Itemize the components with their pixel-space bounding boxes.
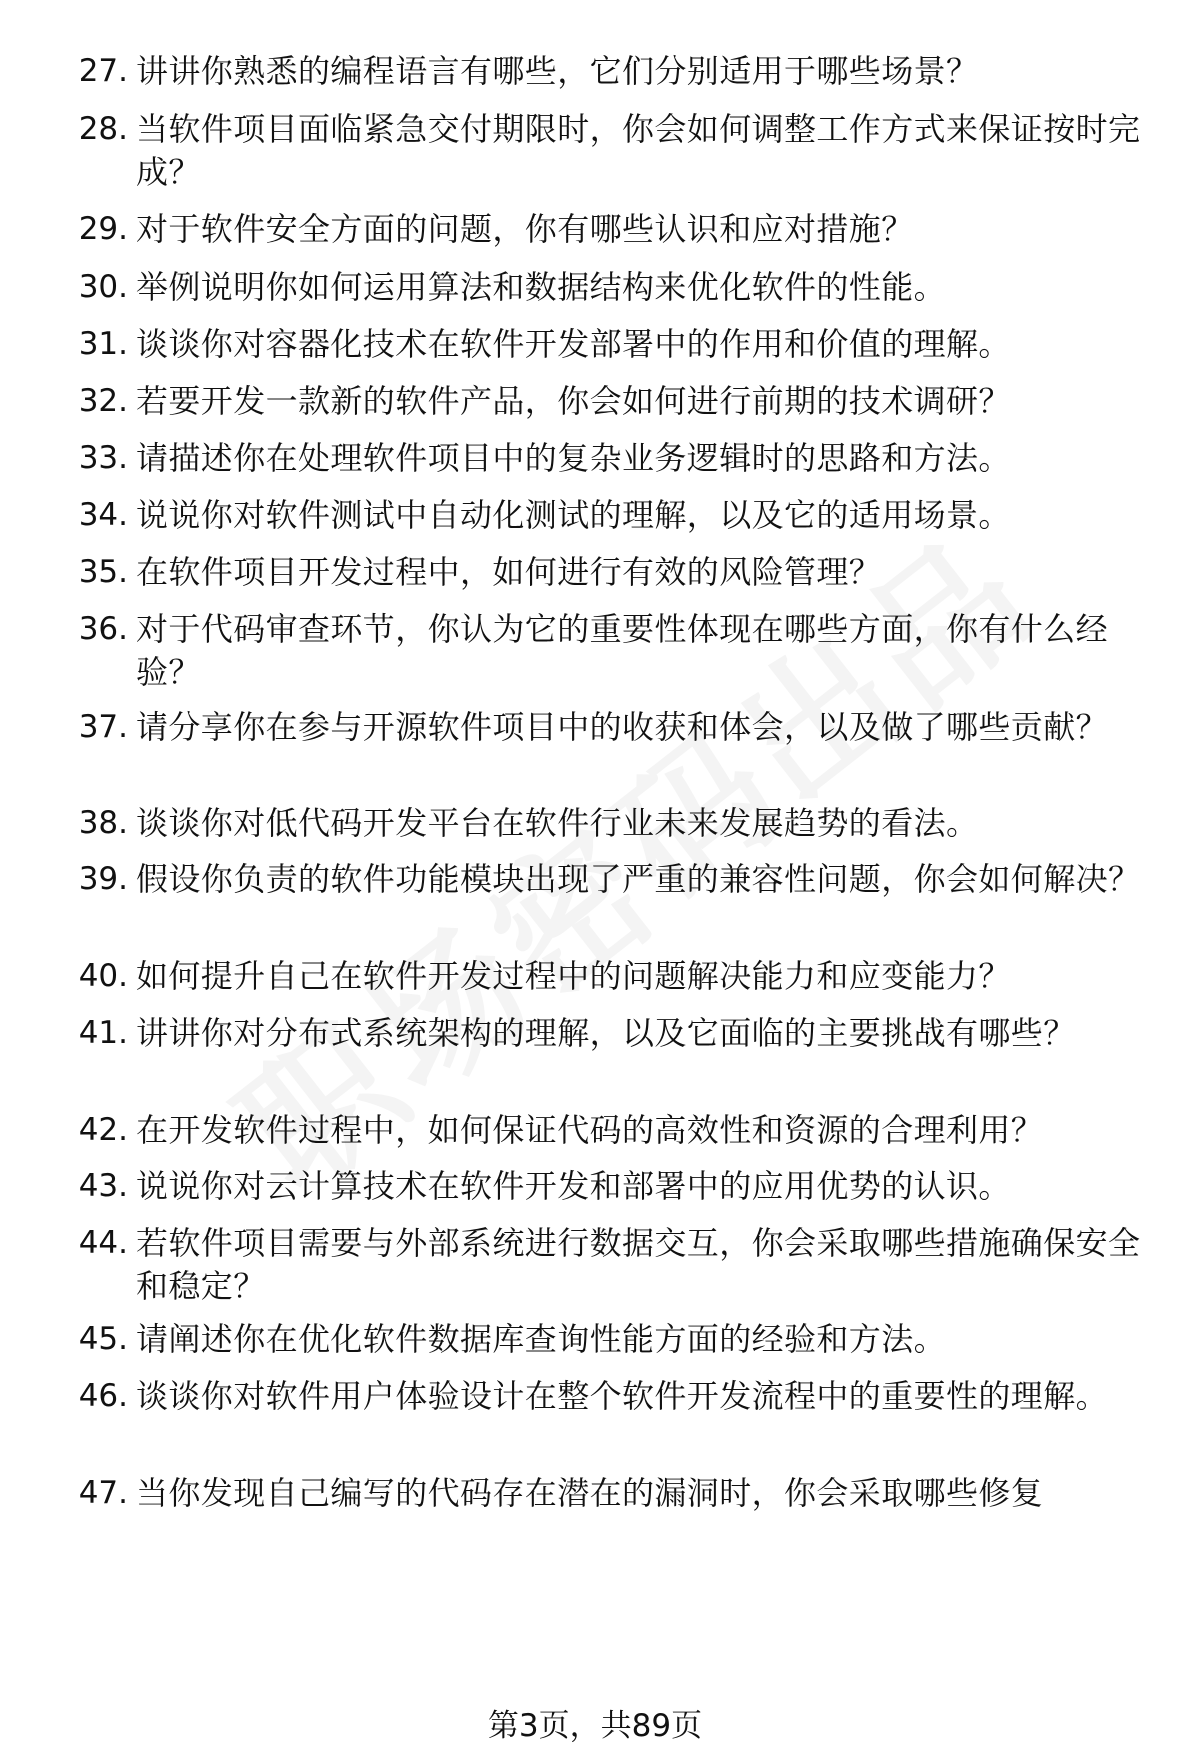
question-text: 对于代码审查环节，你认为它的重要性体现在哪些方面，你有什么经验？: [136, 610, 1109, 691]
question-text: 当软件项目面临紧急交付期限时，你会如何调整工作方式来保证按时完成？: [136, 110, 1141, 191]
question-number: 35.: [78, 554, 128, 590]
question-text: 谈谈你对容器化技术在软件开发部署中的作用和价值的理解。: [136, 325, 1011, 363]
question-number: 44.: [78, 1225, 128, 1261]
question-number: 29.: [78, 211, 128, 247]
question-number: 47.: [78, 1475, 128, 1511]
question-number: 39.: [78, 861, 128, 897]
question-text: 若软件项目需要与外部系统进行数据交互，你会采取哪些措施确保安全和稳定？: [136, 1224, 1141, 1305]
question-text: 讲讲你对分布式系统架构的理解，以及它面临的主要挑战有哪些？: [136, 1014, 1076, 1052]
question-text: 说说你对云计算技术在软件开发和部署中的应用优势的认识。: [136, 1167, 1011, 1205]
question-text: 谈谈你对软件用户体验设计在整个软件开发流程中的重要性的理解。: [136, 1377, 1109, 1415]
page-footer: 第3页，共89页: [487, 1708, 703, 1744]
question-text: 讲讲你熟悉的编程语言有哪些，它们分别适用于哪些场景？: [136, 52, 979, 90]
question-number: 31.: [78, 326, 128, 362]
question-text: 在开发软件过程中，如何保证代码的高效性和资源的合理利用？: [136, 1111, 1044, 1149]
question-number: 28.: [78, 111, 128, 147]
question-text: 谈谈你对低代码开发平台在软件行业未来发展趋势的看法。: [136, 804, 979, 842]
question-number: 40.: [78, 958, 128, 994]
question-number: 32.: [78, 383, 128, 419]
question-text: 若要开发一款新的软件产品，你会如何进行前期的技术调研？: [136, 382, 1011, 420]
question-number: 42.: [78, 1112, 128, 1148]
question-number: 38.: [78, 805, 128, 841]
question-number: 33.: [78, 440, 128, 476]
question-number: 41.: [78, 1015, 128, 1051]
question-text: 举例说明你如何运用算法和数据结构来优化软件的性能。: [136, 268, 947, 306]
question-number: 37.: [78, 709, 128, 745]
question-text: 请描述你在处理软件项目中的复杂业务逻辑时的思路和方法。: [136, 439, 1011, 477]
question-number: 30.: [78, 269, 128, 305]
question-number: 36.: [78, 611, 128, 647]
question-text: 请分享你在参与开源软件项目中的收获和体会，以及做了哪些贡献？: [136, 708, 1109, 746]
question-text: 假设你负责的软件功能模块出现了严重的兼容性问题，你会如何解决？: [136, 860, 1141, 898]
question-text: 对于软件安全方面的问题，你有哪些认识和应对措施？: [136, 210, 914, 248]
question-number: 43.: [78, 1168, 128, 1204]
question-text: 当你发现自己编写的代码存在潜在的漏洞时，你会采取哪些修复: [136, 1474, 1044, 1512]
question-number: 34.: [78, 497, 128, 533]
question-text: 在软件项目开发过程中，如何进行有效的风险管理？: [136, 553, 882, 591]
question-text: 如何提升自己在软件开发过程中的问题解决能力和应变能力？: [136, 957, 1011, 995]
question-number: 45.: [78, 1321, 128, 1357]
question-text: 请阐述你在优化软件数据库查询性能方面的经验和方法。: [136, 1320, 947, 1358]
question-text: 说说你对软件测试中自动化测试的理解，以及它的适用场景。: [136, 496, 1011, 534]
question-number: 46.: [78, 1378, 128, 1414]
question-number: 27.: [78, 53, 128, 89]
